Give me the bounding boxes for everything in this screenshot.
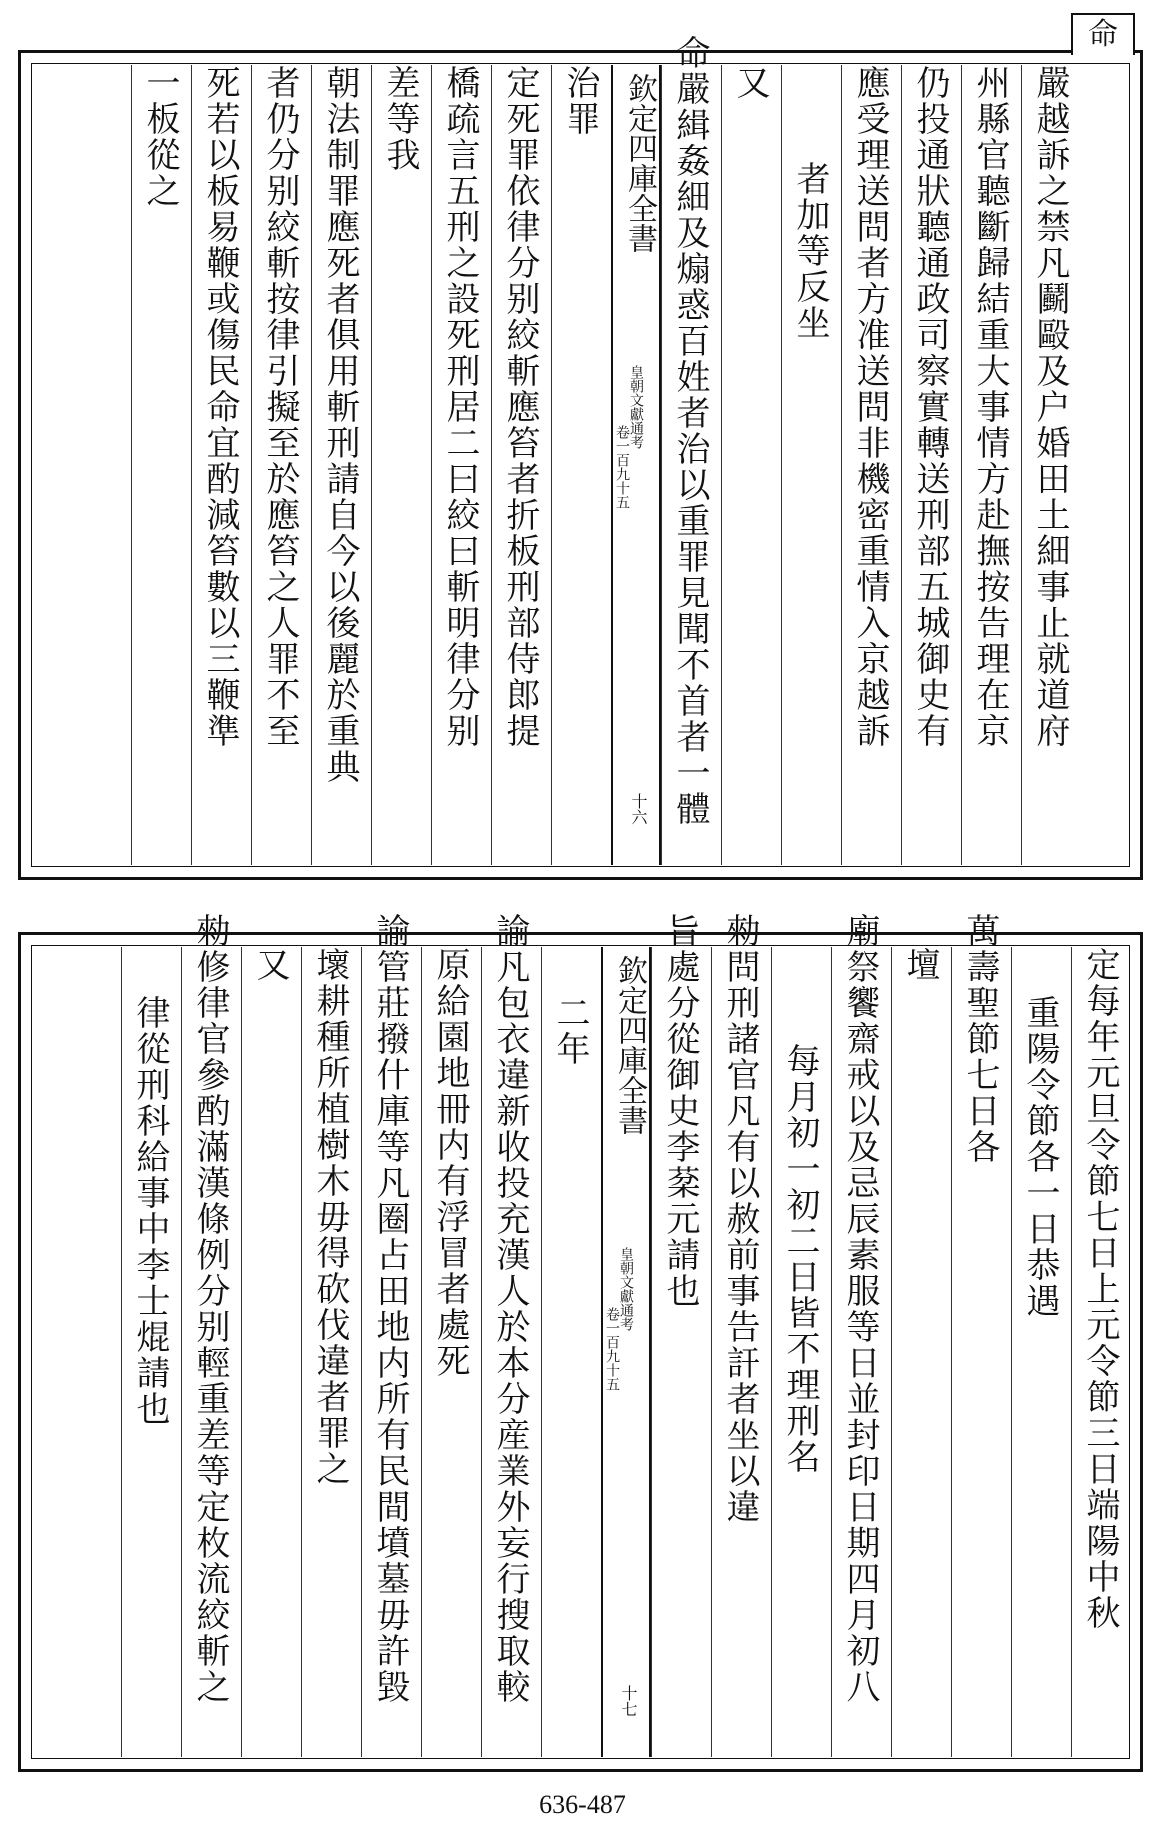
bottom-col-1 xyxy=(1071,947,1127,1757)
column-text: 定死罪依律分别絞斬應笞者折板刑部侍郎提 xyxy=(500,65,540,749)
top-col-12 xyxy=(191,65,247,865)
column-text: 律從刑科給事中李士焜請也 xyxy=(130,995,170,1427)
column-text: 壞耕種所植樹木毋得砍伐違者罪之 xyxy=(310,947,350,1487)
top-col-13 xyxy=(131,65,187,865)
bottom-col-11 xyxy=(421,947,477,1757)
bottom-col-8 xyxy=(651,913,707,1757)
bottom-col-16 xyxy=(121,947,177,1757)
column-text: 重陽令節各一日恭遇 xyxy=(1020,995,1060,1319)
top-col-8 xyxy=(431,65,487,865)
top-center-meta-a: 皇朝文獻通考 xyxy=(628,365,644,449)
column-text: 勑問刑諸官凡有以赦前事告訐者坐以違 xyxy=(720,913,760,1525)
column-text: 州縣官聽斷歸結重大事情方赴撫按告理在京 xyxy=(970,65,1010,749)
bottom-col-15 xyxy=(181,913,237,1757)
top-center-meta-b: 卷一百九十五 xyxy=(614,425,630,509)
top-center-first-col xyxy=(661,35,717,865)
top-center-title: 欽定四庫全書 xyxy=(622,73,657,253)
column-text: 廟祭饗齋戒以及忌辰素服等日並封印日期四月初八 xyxy=(840,913,880,1705)
top-right-tab xyxy=(1071,13,1135,55)
column-text: 定每年元旦令節七日上元令節三日端陽中秋 xyxy=(1080,947,1120,1631)
top-center-second-col xyxy=(551,65,607,865)
top-col-9 xyxy=(371,65,427,865)
column-text: 諭管莊撥什庫等凡圈占田地内所有民間墳墓毋許毀 xyxy=(370,913,410,1705)
column-text: 朝法制罪應死者俱用斬刑請自今以後麗於重典 xyxy=(320,65,360,785)
column-text: 二年 xyxy=(550,995,590,1067)
column-text: 勑修律官參酌滿漢條例分别輕重差等定枚流絞斬之 xyxy=(190,913,230,1705)
column-text: 又 xyxy=(730,65,770,101)
bottom-center-folio: 十七 xyxy=(619,1685,638,1717)
bottom-col-6 xyxy=(771,947,827,1757)
column-text: 橋疏言五刑之設死刑居二曰絞曰斬明律分别 xyxy=(440,65,480,749)
bottom-col-14 xyxy=(241,947,297,1757)
column-text: 每月初一初二日皆不理刑名 xyxy=(780,1043,820,1475)
top-col-2 xyxy=(961,65,1017,865)
column-text: 原給園地冊内有浮冒者處死 xyxy=(430,947,470,1379)
column-text: 旨處分從御史李棻元請也 xyxy=(660,913,700,1309)
bottom-col-12 xyxy=(361,913,417,1757)
bottom-col-4 xyxy=(891,947,947,1757)
top-col-10 xyxy=(311,65,367,865)
bottom-page xyxy=(18,913,1143,1772)
bottom-col-13 xyxy=(301,947,357,1757)
column-text: 差等我 xyxy=(380,65,420,173)
column-text: 萬壽聖節七日各 xyxy=(960,913,1000,1165)
column-text: 死若以板易鞭或傷民命宜酌減笞數以三鞭準 xyxy=(200,65,240,749)
column-text: 諭凡包衣違新收投充漢人於本分産業外妄行搜取較 xyxy=(490,913,530,1705)
top-col-11 xyxy=(251,65,307,865)
top-right-tab-label: 命 xyxy=(1088,17,1118,52)
column-text: 又 xyxy=(250,947,290,983)
bottom-col-9 xyxy=(541,947,597,1757)
top-center-folio: 十六 xyxy=(629,793,648,825)
top-col-4 xyxy=(841,65,897,865)
bottom-col-5 xyxy=(831,913,887,1757)
top-center-strip xyxy=(611,65,661,865)
column-text: 一板從之 xyxy=(140,65,180,209)
top-col-6 xyxy=(721,65,777,865)
bottom-col-3 xyxy=(951,913,1007,1757)
column-text: 者仍分别絞斬按律引擬至於應笞之人罪不至 xyxy=(260,65,300,749)
bottom-col-7 xyxy=(711,913,767,1757)
top-col-5 xyxy=(781,65,837,865)
bottom-center-meta-b: 卷一百九十五 xyxy=(604,1307,620,1391)
top-col-7 xyxy=(491,65,547,865)
column-text: 者加等反坐 xyxy=(790,161,830,341)
bottom-col-10 xyxy=(481,913,537,1757)
column-text: 應受理送問者方准送問非機密重情入京越訴 xyxy=(850,65,890,749)
page-footer-number: 636-487 xyxy=(539,1790,626,1819)
bottom-center-meta-a: 皇朝文獻通考 xyxy=(618,1247,634,1331)
bottom-center-strip xyxy=(601,947,651,1757)
bottom-center-title: 欽定四庫全書 xyxy=(612,955,647,1135)
column-text: 治罪 xyxy=(560,65,600,137)
column-text: 嚴越訴之禁凡鬬毆及户婚田土細事止就道府 xyxy=(1030,65,1070,749)
column-text: 命嚴緝姦細及煽惑百姓者治以重罪見聞不首者一體 xyxy=(670,35,710,827)
top-page xyxy=(18,17,1143,880)
column-text: 仍投通狀聽通政司察實轉送刑部五城御史有 xyxy=(910,65,950,749)
top-col-1 xyxy=(1021,65,1077,865)
bottom-col-2 xyxy=(1011,947,1067,1757)
column-text: 壇 xyxy=(900,947,940,983)
top-col-3 xyxy=(901,65,957,865)
